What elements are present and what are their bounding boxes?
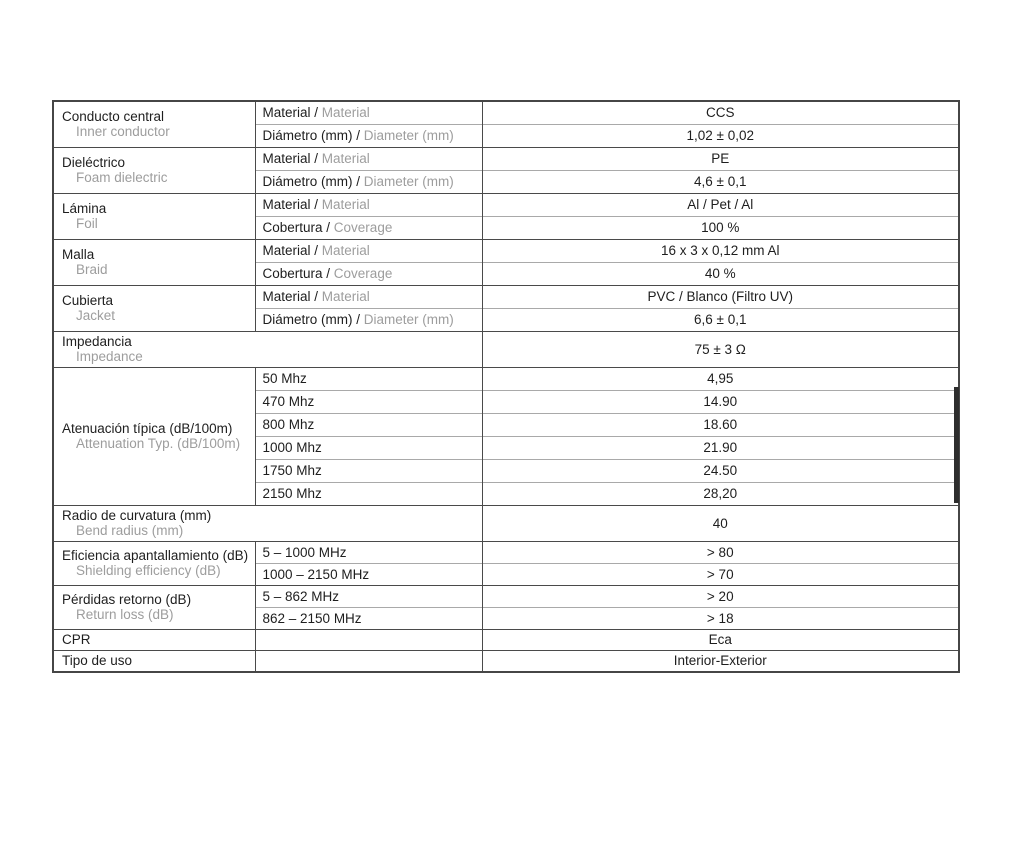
table-row [53, 239, 959, 262]
value-cell: 21.90 [482, 436, 959, 459]
param-es: Material / [262, 151, 322, 166]
param-cell [255, 308, 482, 331]
param-en: Coverage [333, 220, 393, 235]
table-row [53, 331, 959, 367]
frequency-cell: 862 – 2150 MHz [255, 607, 482, 629]
param-es: Material / [262, 105, 322, 121]
section-label-es: Dieléctrico [62, 154, 126, 170]
table-row [53, 629, 959, 650]
value-cell: 6,6 ± 0,1 [482, 308, 959, 331]
frequency-cell: 1750 Mhz [255, 459, 482, 482]
section-label-bend-radius [53, 505, 482, 541]
value-cell: Al / Pet / Al [482, 193, 959, 216]
spec-table [52, 100, 960, 673]
param-es: Diámetro (mm) / [262, 312, 364, 327]
param-en: Material [321, 105, 370, 121]
section-label-impedance [53, 331, 482, 367]
value-cell: 28,20 [482, 482, 959, 505]
section-label-en: Return loss (dB) [76, 606, 174, 622]
value-cell: 100 % [482, 216, 959, 239]
section-label-en: Shielding efficiency (dB) [76, 562, 221, 578]
empty-cell [255, 650, 482, 672]
section-label-shielding [53, 541, 255, 585]
section-label-en: Foam dielectric [76, 169, 168, 185]
param-en: Coverage [333, 266, 393, 281]
param-en: Material [321, 289, 370, 304]
frequency-cell: 5 – 1000 MHz [255, 541, 482, 563]
value-cell: 40 % [482, 262, 959, 285]
table-right-edge-artifact [954, 387, 959, 503]
param-es: Material / [262, 197, 322, 212]
value-cell: 4,95 [482, 367, 959, 390]
value-cell: 24.50 [482, 459, 959, 482]
param-es: Diámetro (mm) / [262, 128, 364, 143]
value-cell: 18.60 [482, 413, 959, 436]
param-en: Material [321, 197, 370, 212]
value-cell: CCS [482, 101, 959, 124]
table-row [53, 285, 959, 308]
table-row [53, 367, 959, 390]
section-label-usage: Tipo de uso [53, 650, 255, 672]
param-es: Diámetro (mm) / [262, 174, 364, 189]
param-cell [255, 216, 482, 239]
section-label-es: Conducto central [62, 108, 165, 124]
table-row [53, 193, 959, 216]
table-row [53, 650, 959, 672]
value-cell: > 18 [482, 607, 959, 629]
value-cell: 4,6 ± 0,1 [482, 170, 959, 193]
param-cell [255, 170, 482, 193]
value-cell: PVC / Blanco (Filtro UV) [482, 285, 959, 308]
section-label-es: Malla [62, 246, 95, 262]
section-label-es: Impedancia [62, 333, 132, 349]
frequency-cell: 5 – 862 MHz [255, 585, 482, 607]
value-cell: 16 x 3 x 0,12 mm Al [482, 239, 959, 262]
value-cell: 40 [482, 505, 959, 541]
frequency-cell: 470 Mhz [255, 390, 482, 413]
param-cell [255, 239, 482, 262]
section-label-en: Foil [76, 215, 98, 231]
value-cell: > 80 [482, 541, 959, 563]
section-label-en: Jacket [76, 307, 116, 323]
table-row [53, 101, 959, 124]
param-en: Diameter (mm) [363, 174, 454, 189]
value-cell: Interior-Exterior [482, 650, 959, 672]
section-label-en: Impedance [76, 348, 143, 364]
section-label-es: Pérdidas retorno (dB) [62, 591, 192, 607]
empty-cell [255, 629, 482, 650]
value-cell: 14.90 [482, 390, 959, 413]
param-cell [255, 262, 482, 285]
value-cell: > 70 [482, 563, 959, 585]
section-label-inner-conductor [53, 101, 255, 147]
table-row [53, 147, 959, 170]
frequency-cell: 800 Mhz [255, 413, 482, 436]
value-cell: 1,02 ± 0,02 [482, 124, 959, 147]
param-cell [255, 147, 482, 170]
table-row [53, 585, 959, 607]
param-en: Material [321, 243, 370, 258]
frequency-cell: 2150 Mhz [255, 482, 482, 505]
param-cell [255, 193, 482, 216]
value-cell: 75 ± 3 Ω [482, 331, 959, 367]
section-label-en: Braid [76, 261, 108, 277]
param-cell [255, 124, 482, 147]
section-label-es: Lámina [62, 200, 107, 216]
section-label-attenuation [53, 367, 255, 505]
param-es: Cobertura / [262, 220, 334, 235]
section-label-en: Bend radius (mm) [76, 522, 184, 538]
section-label-es: Cubierta [62, 292, 114, 308]
value-cell: PE [482, 147, 959, 170]
section-label-en: Attenuation Typ. (dB/100m) [76, 435, 241, 451]
param-en: Diameter (mm) [363, 128, 454, 143]
spec-sheet [52, 100, 958, 673]
param-es: Cobertura / [262, 266, 334, 281]
section-label-cpr: CPR [53, 629, 255, 650]
param-en: Material [321, 151, 370, 166]
param-es: Material / [262, 289, 322, 304]
frequency-cell: 1000 Mhz [255, 436, 482, 459]
table-row [53, 541, 959, 563]
value-cell: > 20 [482, 585, 959, 607]
param-en: Diameter (mm) [363, 312, 454, 327]
section-label-return-loss [53, 585, 255, 629]
frequency-cell: 1000 – 2150 MHz [255, 563, 482, 585]
section-label-es: Atenuación típica (dB/100m) [62, 420, 233, 436]
section-label-en: Inner conductor [76, 123, 170, 139]
value-cell: Eca [482, 629, 959, 650]
param-cell [255, 101, 482, 124]
section-label-jacket [53, 285, 255, 331]
param-es: Material / [262, 243, 322, 258]
section-label-dielectric [53, 147, 255, 193]
table-row [53, 505, 959, 541]
section-label-braid [53, 239, 255, 285]
frequency-cell: 50 Mhz [255, 367, 482, 390]
param-cell [255, 285, 482, 308]
section-label-es: Eficiencia apantallamiento (dB) [62, 547, 249, 563]
section-label-es: Radio de curvatura (mm) [62, 507, 212, 523]
section-label-foil [53, 193, 255, 239]
